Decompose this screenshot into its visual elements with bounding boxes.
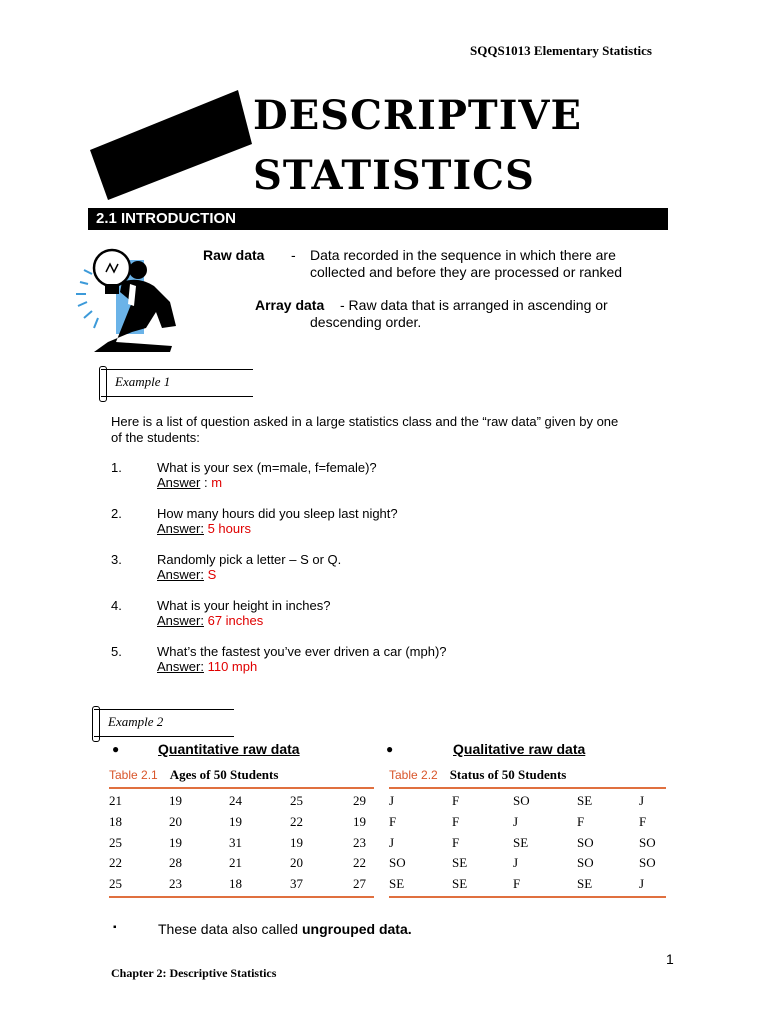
example-1-intro-line2: of the students: — [111, 430, 200, 445]
chapter-footer: Chapter 2: Descriptive Statistics — [111, 966, 277, 980]
table-title: Ages of 50 Students — [169, 767, 279, 782]
table-cell: 25 — [290, 793, 303, 808]
example-2-label: Example 2 — [108, 714, 164, 729]
table-cell: 18 — [229, 876, 242, 892]
ungrouped-note — [158, 921, 412, 937]
table-cell: 21 — [229, 855, 242, 871]
question-text: What’s the fastest you’ve ever driven a car (mph)? — [157, 644, 447, 659]
answer-separator: : — [200, 475, 212, 490]
table-cell: SE — [577, 793, 593, 808]
question-number: 4. — [111, 598, 122, 613]
table-cell: F — [452, 813, 460, 829]
table-2-2-bottom-rule — [389, 896, 666, 898]
table-cell: F — [452, 793, 460, 808]
question-text: What is your sex (m=male, f=female)? — [157, 460, 377, 475]
table-cell: 23 — [353, 834, 366, 850]
table-cell: F — [577, 813, 585, 829]
table-cell: 22 — [353, 855, 366, 871]
table-cell: SE — [452, 855, 468, 871]
bullet-dot: ● — [386, 742, 394, 756]
table-2-1-bottom-rule — [109, 896, 374, 898]
answer-value: 110 mph — [207, 659, 258, 674]
table-cell: 21 — [109, 793, 122, 808]
array-data-definition-line1: - Raw data that is arranged in ascending or — [340, 297, 608, 313]
page-title-line1: DESCRIPTIVE — [253, 92, 582, 139]
table-2-1 — [109, 793, 374, 897]
course-header: SQQS1013 Elementary Statistics — [470, 43, 652, 58]
table-cell: J — [389, 793, 395, 808]
table-cell: SE — [452, 876, 468, 892]
answer-line — [157, 475, 222, 490]
answer-value: S — [207, 567, 217, 582]
table-cell: J — [389, 834, 395, 850]
table-cell: J — [639, 793, 645, 808]
table-cell: F — [452, 834, 460, 850]
lightbulb-idea-icon — [72, 242, 184, 354]
question-number: 1. — [111, 460, 122, 475]
table-cell: F — [389, 813, 397, 829]
note-text: These data also called — [158, 921, 302, 937]
table-cell: J — [639, 876, 645, 892]
table-2-2 — [389, 793, 666, 897]
table-cell: 24 — [229, 793, 242, 808]
answer-label: Answer: — [157, 521, 204, 536]
bullet-dot: ● — [112, 742, 120, 756]
table-cell: SO — [389, 855, 406, 871]
table-cell: 20 — [290, 855, 303, 871]
answer-value: m — [211, 475, 223, 490]
section-heading: 2.1 INTRODUCTION — [88, 208, 668, 230]
note-bold: ungrouped data. — [301, 921, 412, 937]
question-text: Randomly pick a letter – S or Q. — [157, 552, 342, 567]
quantitative-heading: Quantitative raw data — [158, 741, 300, 757]
page-title-line2: STATISTICS — [253, 152, 535, 199]
table-cell: 25 — [109, 876, 122, 892]
table-title: Status of 50 Students — [449, 767, 567, 782]
raw-data-definition-line1: Data recorded in the sequence in which there are — [310, 247, 616, 263]
answer-line — [157, 613, 263, 628]
array-data-term: Array data — [255, 297, 325, 313]
answer-label: Answer: — [157, 613, 204, 628]
table-cell: SO — [577, 834, 594, 850]
table-cell: SE — [577, 876, 593, 892]
example-1-label: Example 1 — [115, 374, 171, 389]
table-cell: 22 — [290, 813, 303, 829]
table-2-1-caption — [109, 767, 278, 783]
table-cell: 19 — [169, 834, 182, 850]
table-cell: 37 — [290, 876, 303, 892]
table-cell: F — [639, 813, 647, 829]
table-cell: 28 — [169, 855, 182, 871]
example-1-intro-line1: Here is a list of question asked in a large statistics class and the “raw data” given by one — [111, 414, 619, 429]
raw-data-term: Raw data — [203, 247, 265, 263]
table-cell: 31 — [229, 834, 242, 850]
answer-label: Answer: — [157, 567, 204, 582]
table-cell: J — [513, 855, 519, 871]
answer-value: 5 hours — [207, 521, 251, 536]
example-2-label-box — [94, 709, 234, 737]
answer-line — [157, 521, 251, 536]
table-number: Table 2.2 — [389, 768, 438, 782]
square-bullet: ▪ — [113, 922, 117, 933]
array-data-definition-line2: descending order. — [310, 314, 422, 330]
table-cell: 19 — [353, 813, 366, 829]
table-2-2-top-rule — [389, 787, 666, 789]
question-number: 5. — [111, 644, 122, 659]
table-cell: 19 — [290, 834, 303, 850]
page-number: 1 — [666, 951, 674, 967]
table-cell: 19 — [169, 793, 182, 808]
question-number: 2. — [111, 506, 122, 521]
answer-line — [157, 659, 257, 674]
example-1-label-box — [101, 369, 253, 397]
table-cell: 20 — [169, 813, 182, 829]
answer-label: Answer — [157, 475, 201, 490]
table-cell: 23 — [169, 876, 182, 892]
table-cell: 25 — [109, 834, 122, 850]
table-number: Table 2.1 — [109, 768, 158, 782]
answer-label: Answer: — [157, 659, 204, 674]
table-cell: SE — [389, 876, 405, 892]
table-cell: F — [513, 876, 521, 892]
table-cell: 18 — [109, 813, 122, 829]
table-cell: 19 — [229, 813, 242, 829]
qualitative-heading: Qualitative raw data — [453, 741, 586, 757]
answer-line — [157, 567, 216, 582]
table-cell: 22 — [109, 855, 122, 871]
raw-data-definition-line2: collected and before they are processed or ranked — [310, 264, 623, 280]
table-cell: J — [513, 813, 519, 829]
decorative-black-box — [86, 88, 256, 206]
table-cell: SO — [639, 855, 656, 871]
table-cell: SO — [639, 834, 656, 850]
table-2-1-top-rule — [109, 787, 374, 789]
table-cell: SO — [577, 855, 594, 871]
question-text: How many hours did you sleep last night? — [157, 506, 398, 521]
question-number: 3. — [111, 552, 122, 567]
question-text: What is your height in inches? — [157, 598, 331, 613]
table-cell: SO — [513, 793, 530, 808]
table-cell: SE — [513, 834, 529, 850]
table-cell: 27 — [353, 876, 366, 892]
raw-data-dash: - — [291, 247, 296, 263]
answer-value: 67 inches — [207, 613, 264, 628]
table-2-2-caption — [389, 767, 566, 783]
table-cell: 29 — [353, 793, 366, 808]
